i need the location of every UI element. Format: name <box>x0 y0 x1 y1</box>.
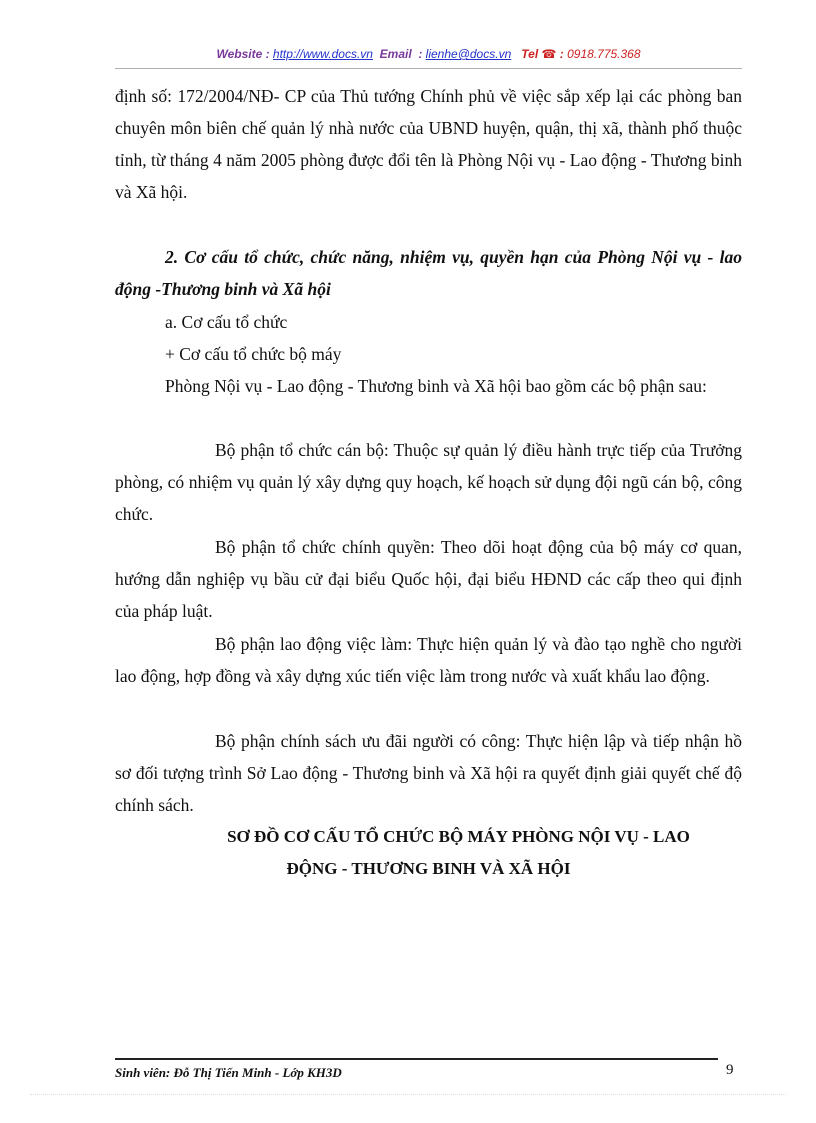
paragraph-dept-labor: Bộ phận lao động việc làm: Thực hiện quản lý và đào tạo nghề cho người lao động, hợp đồng và xây dựng xúc tiến việc làm trong nước và xuất khẩu lao động. <box>115 634 742 686</box>
bottom-border <box>30 1094 786 1095</box>
email-separator: : <box>418 47 423 61</box>
section-heading-2: 2. Cơ cấu tổ chức, chức năng, nhiệm vụ, quyền hạn của Phòng Nội vụ - lao động -Thương binh và Xã hội <box>115 247 742 299</box>
header-divider <box>115 68 742 69</box>
email-label: Email <box>379 47 412 61</box>
email-link[interactable]: lienhe@docs.vn <box>425 47 512 61</box>
website-label: Website : <box>216 47 270 61</box>
page-number: 9 <box>726 1062 734 1078</box>
tel-label: Tel ☎ : <box>521 47 564 61</box>
paragraph-decree: định số: 172/2004/NĐ- CP của Thủ tướng Chính phủ về việc sắp xếp lại các phòng ban chuyên môn biên chế quản lý nhà nước của UBND huyện, quận, thị xã, thành phố thuộc tỉnh, từ tháng 4 năm 2005 phòng được đổi tên là Phòng Nội vụ - Lao động - Thương binh và Xã hội. <box>115 86 742 202</box>
footer-divider <box>115 1058 718 1060</box>
subheading-plus: + Cơ cấu tổ chức bộ máy <box>165 344 342 364</box>
paragraph-dept-personnel: Bộ phận tổ chức cán bộ: Thuộc sự quản lý điều hành trực tiếp của Trưởng phòng, có nhiệm vụ quản lý xây dựng quy hoạch, kế hoạch sử dụng đội ngũ cán bộ, công chức. <box>115 440 742 524</box>
chart-title-line-1: SƠ ĐỒ CƠ CẤU TỔ CHỨC BỘ MÁY PHÒNG NỘI VỤ - LAO <box>227 827 690 846</box>
paragraph-dept-government: Bộ phận tổ chức chính quyền: Theo dõi hoạt động của bộ máy cơ quan, hướng dẫn nghiệp vụ bầu cử đại biểu Quốc hội, đại biểu HĐND các cấp theo qui định của pháp luật. <box>115 537 742 621</box>
chart-title-line-2: ĐỘNG - THƯƠNG BINH VÀ XÃ HỘI <box>286 859 571 878</box>
subheading-a: a. Cơ cấu tổ chức <box>165 312 288 332</box>
paragraph-dept-policy: Bộ phận chính sách ưu đãi người có công: Thực hiện lập và tiếp nhận hồ sơ đối tượng trình Sở Lao động - Thương binh và Xã hội ra quyết định giải quyết chế độ chính sách. <box>115 731 742 815</box>
tel-value: 0918.775.368 <box>567 47 641 61</box>
page-header <box>115 47 742 61</box>
footer-author: Sinh viên: Đỗ Thị Tiến Minh - Lớp KH3D <box>115 1065 342 1080</box>
website-link[interactable]: http://www.docs.vn <box>272 47 373 61</box>
paragraph-intro: Phòng Nội vụ - Lao động - Thương binh và Xã hội bao gồm các bộ phận sau: <box>165 376 707 396</box>
